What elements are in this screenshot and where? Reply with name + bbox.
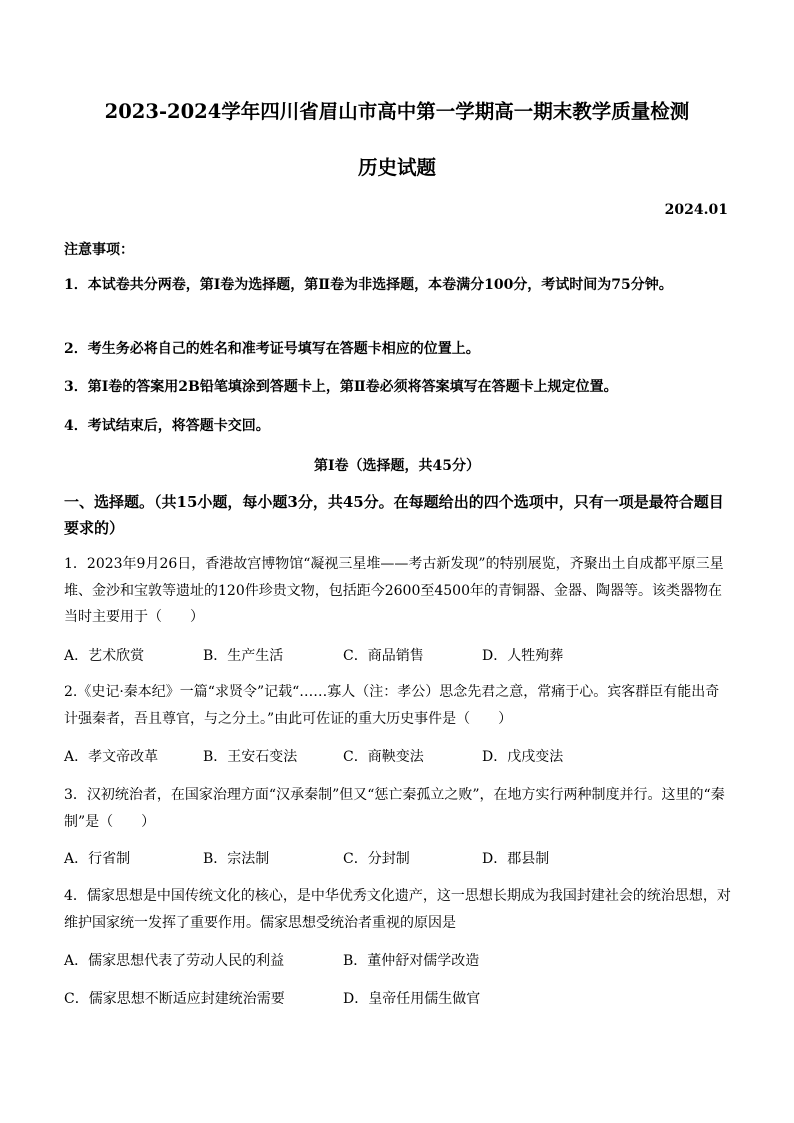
section-title: 第Ⅰ卷（选择题，共45分） — [313, 458, 481, 474]
question-3-options — [64, 848, 732, 868]
option-c[interactable]: C．儒家思想不断适应封建统治需要 — [64, 991, 285, 1007]
option-c[interactable]: C．分封制 — [343, 851, 410, 867]
notice-item-4: 4．考试结束后，将答题卡交回。 — [64, 418, 270, 434]
part-heading: 一、选择题。（共15小题，每小题3分，共45分。在每题给出的四个选项中，只有一项是最符合题目要求的） — [64, 493, 724, 537]
option-a[interactable]: A．孝文帝改革 — [64, 749, 159, 765]
option-c[interactable]: C．商鞅变法 — [343, 749, 424, 765]
exam-subject: 历史试题 — [357, 156, 436, 179]
option-b[interactable]: B．董仲舒对儒学改造 — [343, 953, 480, 969]
notice-item-2: 2．考生务必将自己的姓名和准考证号填写在答题卡相应的位置上。 — [64, 341, 480, 357]
notice-item-1: 1．本试卷共分两卷，第Ⅰ卷为选择题，第Ⅱ卷为非选择题，本卷满分100分，考试时间为75分钟。 — [64, 277, 673, 293]
question-2-stem: 2.《史记·秦本纪》一篇“求贤令”记载“……寡人（注：孝公）思念先君之意，常痛于心。宾客群臣有能出奇计强秦者，吾且尊官，与之分土。”由此可佐证的重大历史事件是（ ） — [64, 684, 720, 727]
option-b[interactable]: B．王安石变法 — [203, 749, 298, 765]
option-a[interactable]: A．行省制 — [64, 851, 131, 867]
option-b[interactable]: B．宗法制 — [203, 851, 270, 867]
option-d[interactable]: D．戊戌变法 — [482, 749, 564, 765]
question-4-options-row-2 — [64, 988, 732, 1008]
question-4-stem: 4．儒家思想是中国传统文化的核心，是中华优秀文化遗产，这一思想长期成为我国封建社会的统治思想，对维护国家统一发挥了重要作用。儒家思想受统治者重视的原因是 — [64, 888, 731, 931]
option-d[interactable]: D．皇帝任用儒生做官 — [343, 991, 481, 1007]
exam-date: 2024.01 — [664, 202, 728, 218]
question-1-options — [64, 645, 732, 665]
question-4-options-row-1 — [64, 950, 732, 970]
question-1-stem: 1．2023年9月26日，香港故宫博物馆“凝视三星堆——考古新发现”的特别展览，齐聚出土自成都平原三星堆、金沙和宝敦等遗址的120件珍贵文物，包括距今2600至4500年的青铜器、金器、陶器等。该类器物在当时主要用于（ ） — [64, 556, 724, 625]
option-d[interactable]: D．人牲殉葬 — [482, 648, 564, 664]
question-3-stem: 3．汉初统治者，在国家治理方面“汉承秦制”但又“惩亡秦孤立之败”，在地方实行两种制度并行。这里的“秦制”是（ ） — [64, 787, 725, 830]
notice-item-3: 3．第Ⅰ卷的答案用2B铅笔填涂到答题卡上，第Ⅱ卷必须将答案填写在答题卡上规定位置。 — [64, 379, 618, 395]
option-b[interactable]: B．生产生活 — [203, 648, 284, 664]
notice-heading: 注意事项： — [64, 242, 134, 258]
option-a[interactable]: A．艺术欣赏 — [64, 648, 145, 664]
exam-title: 2023-2024学年四川省眉山市高中第一学期高一期末教学质量检测 — [104, 100, 690, 123]
option-d[interactable]: D．郡县制 — [482, 851, 550, 867]
question-2-options — [64, 746, 732, 766]
option-c[interactable]: C．商品销售 — [343, 648, 424, 664]
option-a[interactable]: A．儒家思想代表了劳动人民的利益 — [64, 953, 285, 969]
